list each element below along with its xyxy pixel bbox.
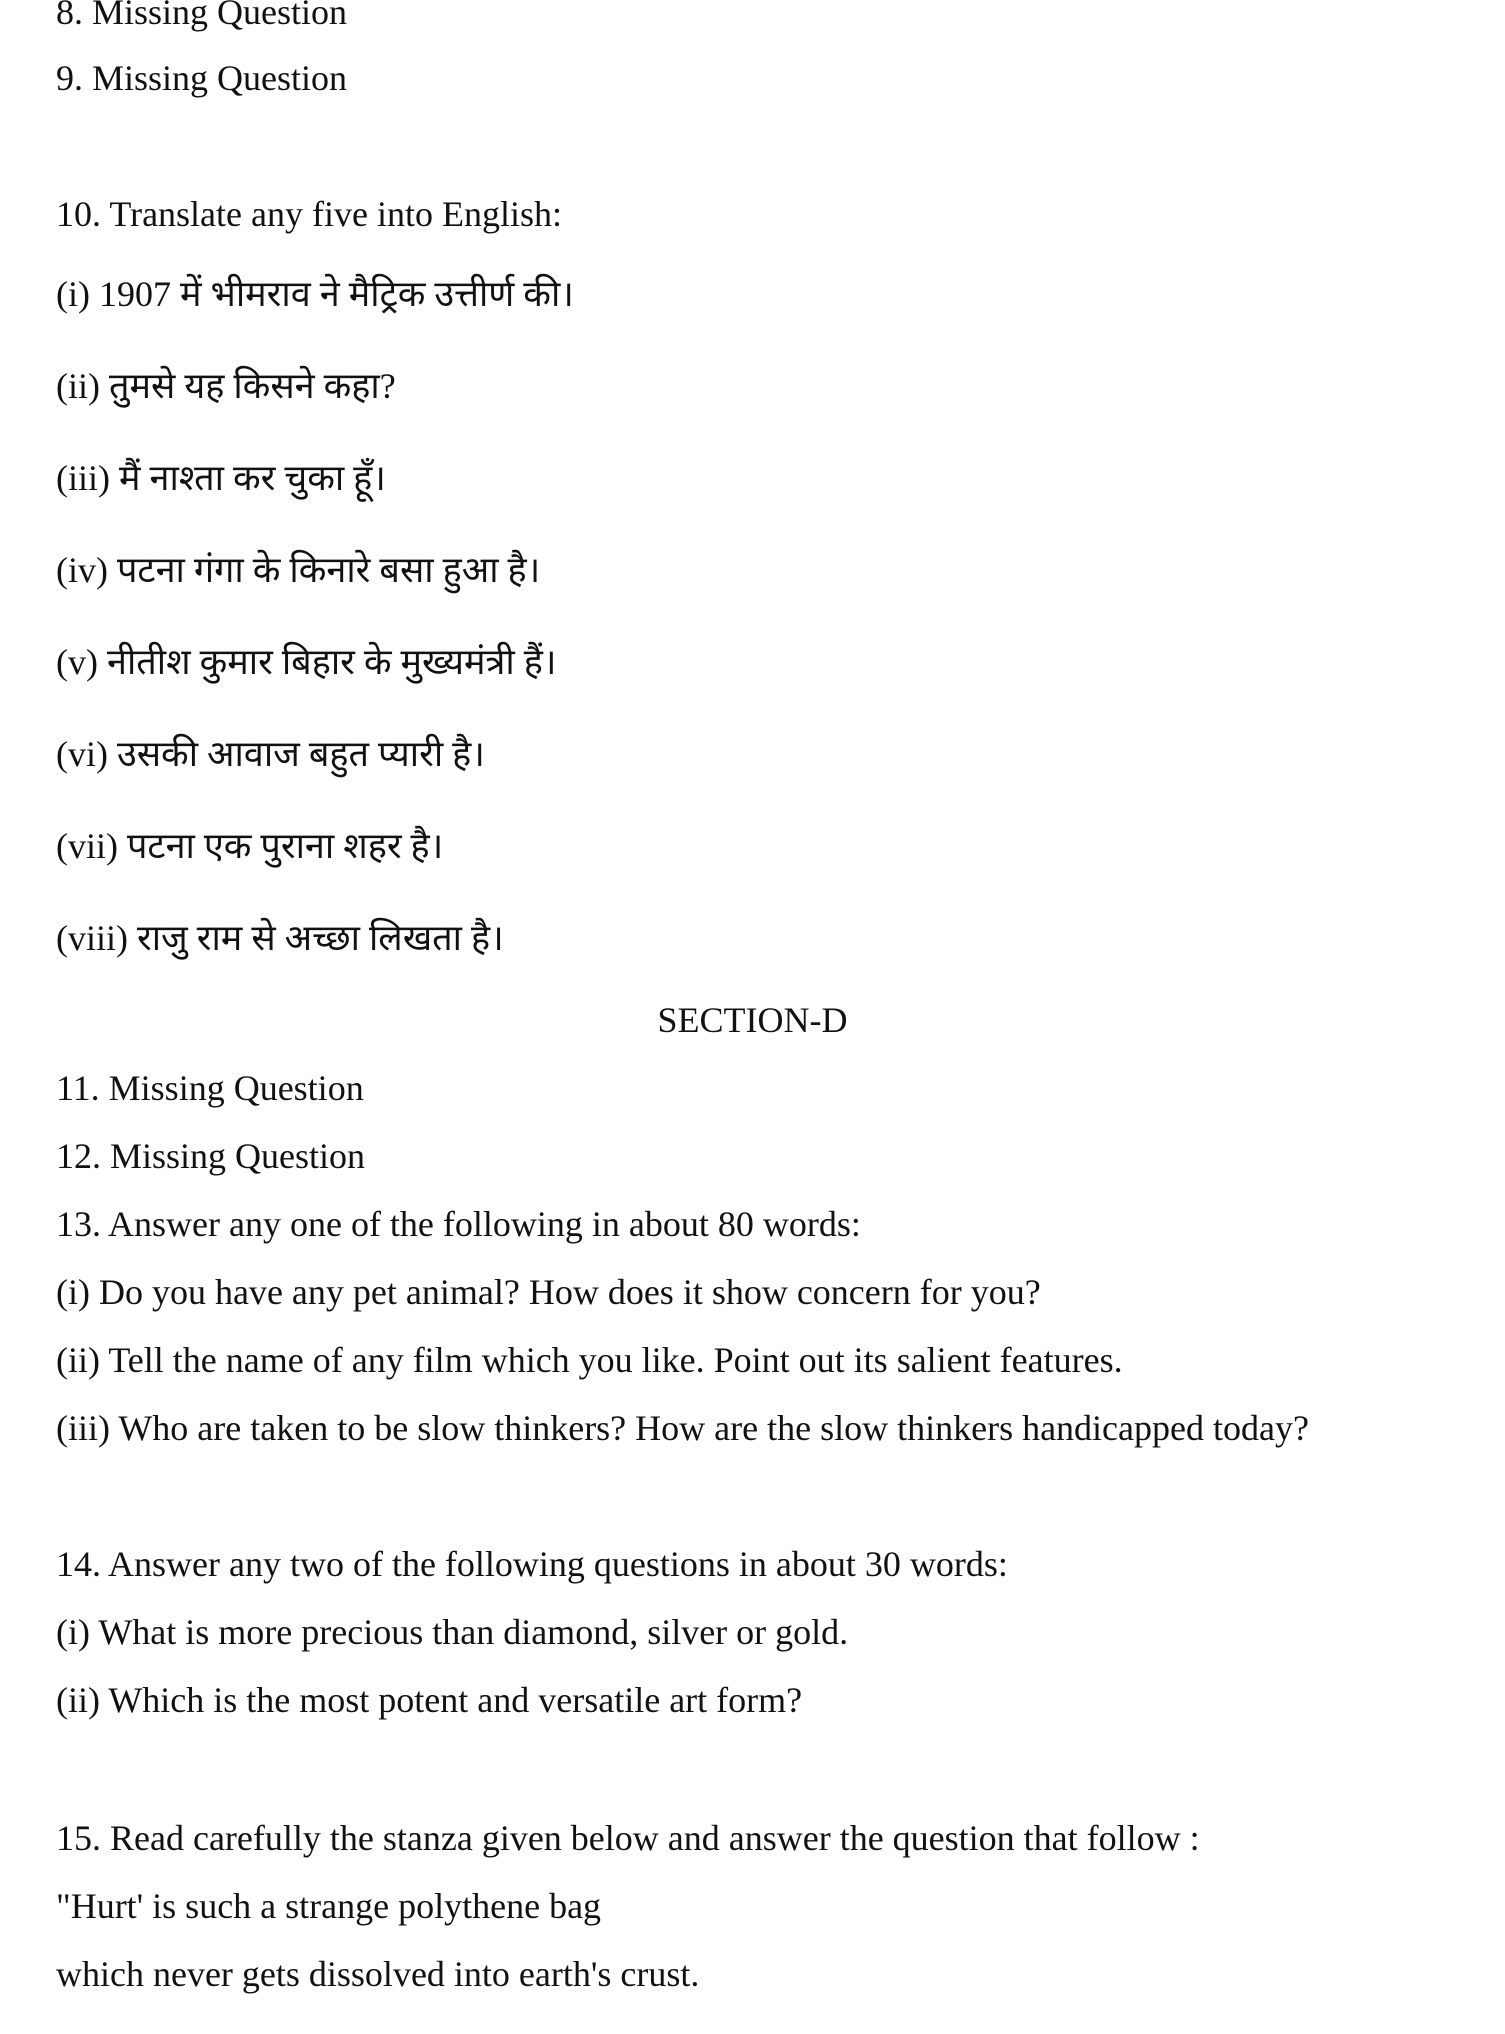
- stanza-line-2: which never gets dissolved into earth's crust.: [56, 1954, 700, 1994]
- question-13-heading: 13. Answer any one of the following in about 80 words:: [56, 1204, 861, 1244]
- question-9: 9. Missing Question: [56, 58, 348, 98]
- question-12: 12. Missing Question: [56, 1136, 366, 1176]
- question-11: 11. Missing Question: [56, 1068, 364, 1108]
- section-d-heading: SECTION-D: [657, 1000, 848, 1040]
- q13-item-ii: (ii) Tell the name of any film which you like. Point out its salient features.: [56, 1340, 1123, 1380]
- question-14-heading: 14. Answer any two of the following questions in about 30 words:: [56, 1544, 1008, 1584]
- question-15-heading: 15. Read carefully the stanza given below and answer the question that follow :: [56, 1818, 1200, 1858]
- q10-item-iv: (iv) पटना गंगा के किनारे बसा हुआ है।: [56, 550, 541, 590]
- q10-item-ii: (ii) तुमसे यह किसने कहा?: [56, 366, 396, 406]
- q10-item-vi: (vi) उसकी आवाज बहुत प्यारी है।: [56, 734, 485, 774]
- question-10-heading: 10. Translate any five into English:: [56, 194, 562, 234]
- q13-item-iii: (iii) Who are taken to be slow thinkers? How are the slow thinkers handicapped today?: [56, 1408, 1309, 1448]
- q13-item-i: (i) Do you have any pet animal? How does it show concern for you?: [56, 1272, 1041, 1312]
- q10-item-i: (i) 1907 में भीमराव ने मैट्रिक उत्तीर्ण की।: [56, 274, 574, 314]
- q14-item-i: (i) What is more precious than diamond, silver or gold.: [56, 1612, 849, 1652]
- q10-item-v: (v) नीतीश कुमार बिहार के मुख्यमंत्री हैं।: [56, 642, 557, 682]
- q10-item-vii: (vii) पटना एक पुराना शहर है।: [56, 826, 444, 866]
- q10-item-iii: (iii) मैं नाश्ता कर चुका हूँ।: [56, 458, 386, 498]
- stanza-line-1: "Hurt' is such a strange polythene bag: [56, 1886, 602, 1926]
- q14-item-ii: (ii) Which is the most potent and versatile art form?: [56, 1680, 803, 1720]
- q10-item-viii: (viii) राजु राम से अच्छा लिखता है।: [56, 918, 504, 958]
- question-8: 8. Missing Question: [56, 0, 348, 32]
